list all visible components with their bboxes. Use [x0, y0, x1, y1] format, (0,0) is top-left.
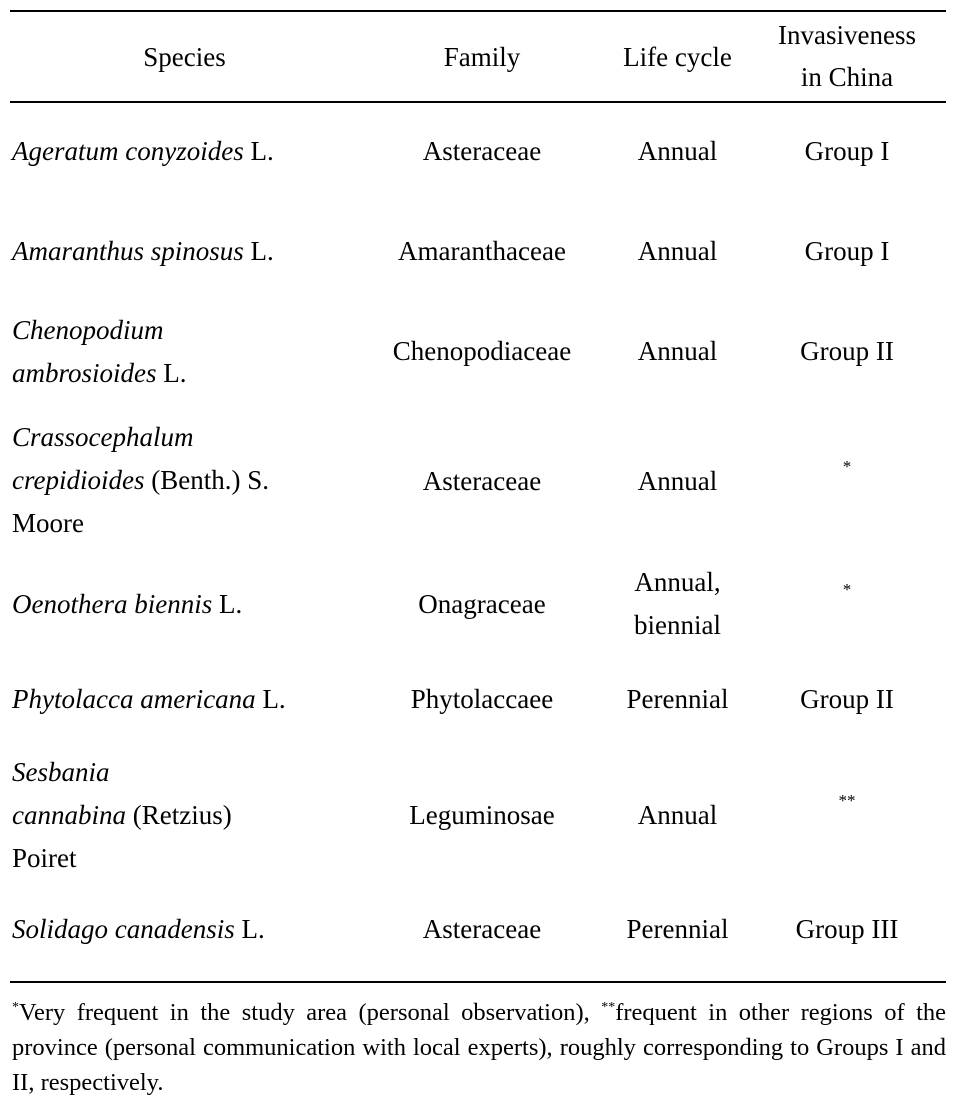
- invasiveness-cell: *: [842, 457, 852, 476]
- species-cell: [12, 230, 367, 273]
- species-name: Oenothera biennis: [12, 589, 213, 619]
- invasiveness-cell: *: [842, 580, 852, 599]
- species-authority: L.: [243, 136, 274, 166]
- footnote-mark-double: **: [601, 1000, 616, 1015]
- footnote-mark-single: *: [12, 1000, 19, 1015]
- header-family: Family: [443, 42, 521, 72]
- life-cycle-cell: Perennial: [626, 684, 729, 714]
- invasiveness-cell: Group II: [800, 336, 894, 366]
- family-cell: Amaranthaceae: [398, 236, 566, 266]
- life-cycle-line2: biennial: [634, 610, 721, 640]
- species-authority: L.: [255, 684, 286, 714]
- species-authority-cont: Poiret: [12, 843, 77, 873]
- species-name: Ageratum conyzoides: [12, 136, 244, 166]
- family-cell: Asteraceae: [422, 914, 542, 944]
- header-invasiveness-line1: Invasiveness: [778, 20, 916, 50]
- species-authority: L.: [234, 914, 265, 944]
- species-cell: [12, 583, 367, 626]
- header-invasiveness: [757, 14, 937, 98]
- invasiveness-cell: Group III: [795, 914, 899, 944]
- species-name-cont: ambrosioides: [12, 358, 157, 388]
- species-name: Phytolacca americana: [12, 684, 256, 714]
- species-cell: [12, 130, 367, 173]
- footnote-text-2: frequent in other regions of the province (personal communication with local experts), roughly corresponding to Groups I and II, respectively.: [12, 999, 947, 1096]
- life-cycle-cell: Annual: [637, 136, 718, 166]
- species-authority: L.: [156, 358, 187, 388]
- species-name: Sesbania: [12, 757, 110, 787]
- species-authority: L.: [212, 589, 243, 619]
- species-name-cont: crepidioides: [12, 465, 145, 495]
- species-authority: (Benth.) S.: [144, 465, 269, 495]
- invasiveness-cell: Group I: [804, 236, 890, 266]
- family-cell: Leguminosae: [409, 800, 555, 830]
- table-header-rule: [10, 101, 946, 103]
- table-footnote: [12, 995, 946, 1100]
- species-cell: [12, 416, 367, 545]
- species-authority: (Retzius): [126, 800, 232, 830]
- species-cell: [12, 751, 367, 880]
- species-authority: L.: [243, 236, 274, 266]
- footnote-text-1: Very frequent in the study area (personal observation),: [19, 999, 602, 1026]
- species-cell: [12, 908, 367, 951]
- family-cell: Phytolaccaee: [410, 684, 554, 714]
- family-cell: Asteraceae: [422, 136, 542, 166]
- species-cell: [12, 678, 367, 721]
- table-top-rule: [10, 10, 946, 12]
- table-bottom-rule: [10, 981, 946, 983]
- species-authority-cont: Moore: [12, 508, 84, 538]
- species-cell: [12, 309, 367, 395]
- invasiveness-cell: **: [838, 791, 856, 810]
- species-name: Chenopodium: [12, 315, 164, 345]
- species-name: Solidago canadensis: [12, 914, 235, 944]
- life-cycle-line1: Annual,: [634, 567, 721, 597]
- species-name: Amaranthus spinosus: [12, 236, 244, 266]
- life-cycle-cell: Annual: [637, 466, 718, 496]
- header-species: Species: [143, 42, 226, 72]
- species-name-cont: cannabina: [12, 800, 126, 830]
- invasiveness-cell: Group II: [800, 684, 894, 714]
- family-cell: Chenopodiaceae: [392, 336, 572, 366]
- life-cycle-cell: [600, 561, 755, 647]
- header-life-cycle: Life cycle: [623, 42, 732, 72]
- life-cycle-cell: Annual: [637, 336, 718, 366]
- life-cycle-cell: Annual: [637, 800, 718, 830]
- life-cycle-cell: Perennial: [626, 914, 729, 944]
- life-cycle-cell: Annual: [637, 236, 718, 266]
- family-cell: Onagraceae: [418, 589, 546, 619]
- family-cell: Asteraceae: [422, 466, 542, 496]
- invasiveness-cell: Group I: [804, 136, 890, 166]
- header-invasiveness-line2: in China: [800, 62, 894, 92]
- species-name: Crassocephalum: [12, 422, 194, 452]
